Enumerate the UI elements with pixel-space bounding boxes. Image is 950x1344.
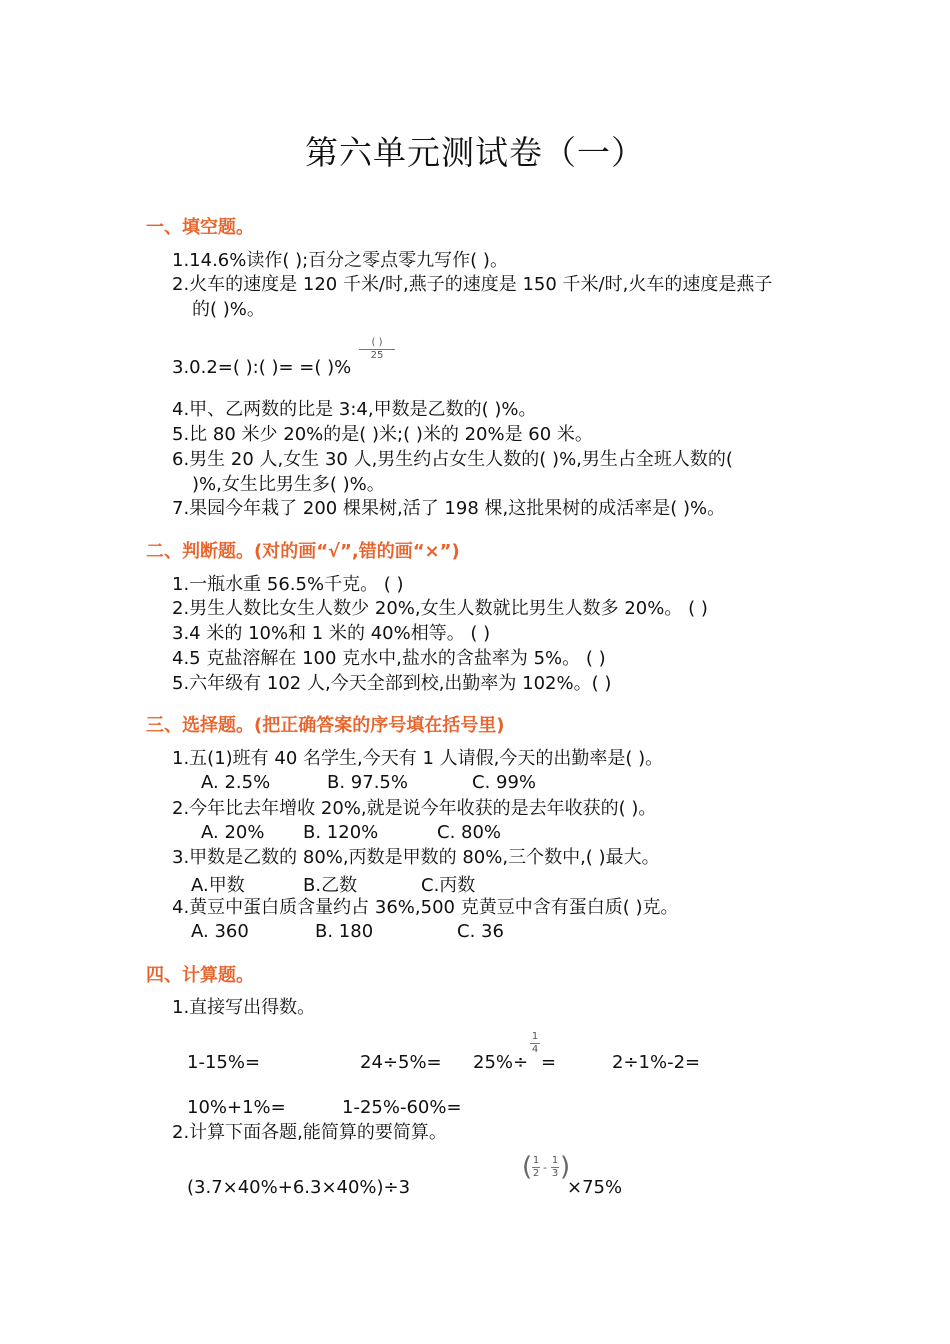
judge-question-2: 2.男生人数比女生人数少 20%,女生人数就比男生人数多 20%。 ( ) <box>172 598 708 619</box>
choice-3-option-a: A.甲数 <box>191 875 245 896</box>
fraction-numerator: 1 <box>551 1155 559 1166</box>
choice-question-1: 1.五(1)班有 40 名学生,今天有 1 人请假,今天的出勤率是( )。 <box>172 748 664 769</box>
section-fill-heading: 一、填空题。 <box>146 217 254 238</box>
fraction-one-third <box>550 1155 560 1180</box>
fill-question-1: 1.14.6%读作( );百分之零点零九写作( )。 <box>172 250 508 271</box>
calc-problem-1: (3.7×40%+6.3×40%)÷3 <box>187 1177 411 1198</box>
calc-problem-2-parenthesized <box>522 1152 571 1188</box>
fraction-denominator: 2 <box>532 1168 540 1179</box>
section-choice-heading: 三、选择题。(把正确答案的序号填在括号里) <box>146 715 505 736</box>
fill-question-4: 4.甲、乙两数的比是 3:4,甲数是乙数的( )%。 <box>172 399 537 420</box>
choice-1-option-a: A. 2.5% <box>201 772 271 793</box>
fill-question-6-line1: 6.男生 20 人,女生 30 人,男生约占女生人数的( )%,男生占全班人数的( <box>172 449 733 470</box>
choice-4-option-c: C. 36 <box>457 921 504 942</box>
choice-1-option-b: B. 97.5% <box>327 772 408 793</box>
choice-question-4: 4.黄豆中蛋白质含量约占 36%,500 克黄豆中含有蛋白质( )克。 <box>172 897 679 918</box>
page-title: 第六单元测试卷（一） <box>305 133 645 172</box>
calc-expression-2: 24÷5%= <box>360 1052 442 1073</box>
judge-question-3: 3.4 米的 10%和 1 米的 40%相等。 ( ) <box>172 623 491 644</box>
choice-4-option-b: B. 180 <box>315 921 374 942</box>
fill-question-3: 3.0.2=( ):( )= =( )% <box>172 357 352 378</box>
choice-1-option-c: C. 99% <box>472 772 537 793</box>
fraction-blank-over-25 <box>358 337 396 362</box>
fraction-denominator: 25 <box>370 350 384 361</box>
fill-question-5: 5.比 80 米少 20%的是( )米;( )米的 20%是 60 米。 <box>172 424 593 445</box>
judge-question-1: 1.一瓶水重 56.5%千克。 ( ) <box>172 574 404 595</box>
calc-expression-4: 2÷1%-2= <box>612 1052 701 1073</box>
calc-expression-5: 10%+1%= <box>187 1097 286 1118</box>
calc-expression-3 <box>473 1052 528 1073</box>
judge-question-4: 4.5 克盐溶解在 100 克水中,盐水的含盐率为 5%。 ( ) <box>172 648 606 669</box>
fill-question-2-line2: 的( )%。 <box>192 299 265 320</box>
choice-3-option-b: B.乙数 <box>303 875 358 896</box>
fraction-one-quarter <box>529 1031 541 1056</box>
fill-question-7: 7.果园今年栽了 200 棵果树,活了 198 棵,这批果树的成活率是( )%。 <box>172 498 726 519</box>
choice-2-option-c: C. 80% <box>437 822 502 843</box>
section-calc-heading: 四、计算题。 <box>146 965 254 986</box>
close-paren: ) <box>560 1152 571 1182</box>
choice-question-2: 2.今年比去年增收 20%,就是说今年收获的是去年收获的( )。 <box>172 798 657 819</box>
choice-4-option-a: A. 360 <box>191 921 249 942</box>
choice-question-3: 3.甲数是乙数的 80%,丙数是甲数的 80%,三个数中,( )最大。 <box>172 847 660 868</box>
choice-2-option-b: B. 120% <box>303 822 379 843</box>
calc-expression-6: 1-25%-60%= <box>342 1097 462 1118</box>
choice-3-option-c: C.丙数 <box>421 875 476 896</box>
calc-question-2: 2.计算下面各题,能简算的要简算。 <box>172 1122 447 1143</box>
calc-problem-2-tail: ×75% <box>567 1177 623 1198</box>
fraction-numerator: 1 <box>532 1155 540 1166</box>
open-paren: ( <box>522 1152 533 1182</box>
calc-expression-3-equals: = <box>541 1052 557 1073</box>
fill-question-6-line2: )%,女生比男生多( )%。 <box>192 474 385 495</box>
calc-expression-1: 1-15%= <box>187 1052 261 1073</box>
fraction-denominator: 4 <box>531 1044 539 1055</box>
judge-question-5: 5.六年级有 102 人,今天全部到校,出勤率为 102%。( ) <box>172 673 612 694</box>
section-judge-heading: 二、判断题。(对的画“√”,错的画“×”) <box>146 541 460 562</box>
fraction-one-half <box>531 1155 541 1180</box>
fraction-denominator: 3 <box>551 1168 559 1179</box>
fill-question-2-line1: 2.火车的速度是 120 千米/时,燕子的速度是 150 千米/时,火车的速度是燕子 <box>172 274 773 295</box>
calc-question-1: 1.直接写出得数。 <box>172 997 316 1018</box>
fraction-numerator: ( ) <box>371 337 383 348</box>
choice-2-option-a: A. 20% <box>201 822 265 843</box>
fraction-numerator: 1 <box>531 1031 539 1042</box>
minus-sign: - <box>543 1161 547 1174</box>
calc-expression-3-head: 25%÷ <box>473 1052 529 1073</box>
